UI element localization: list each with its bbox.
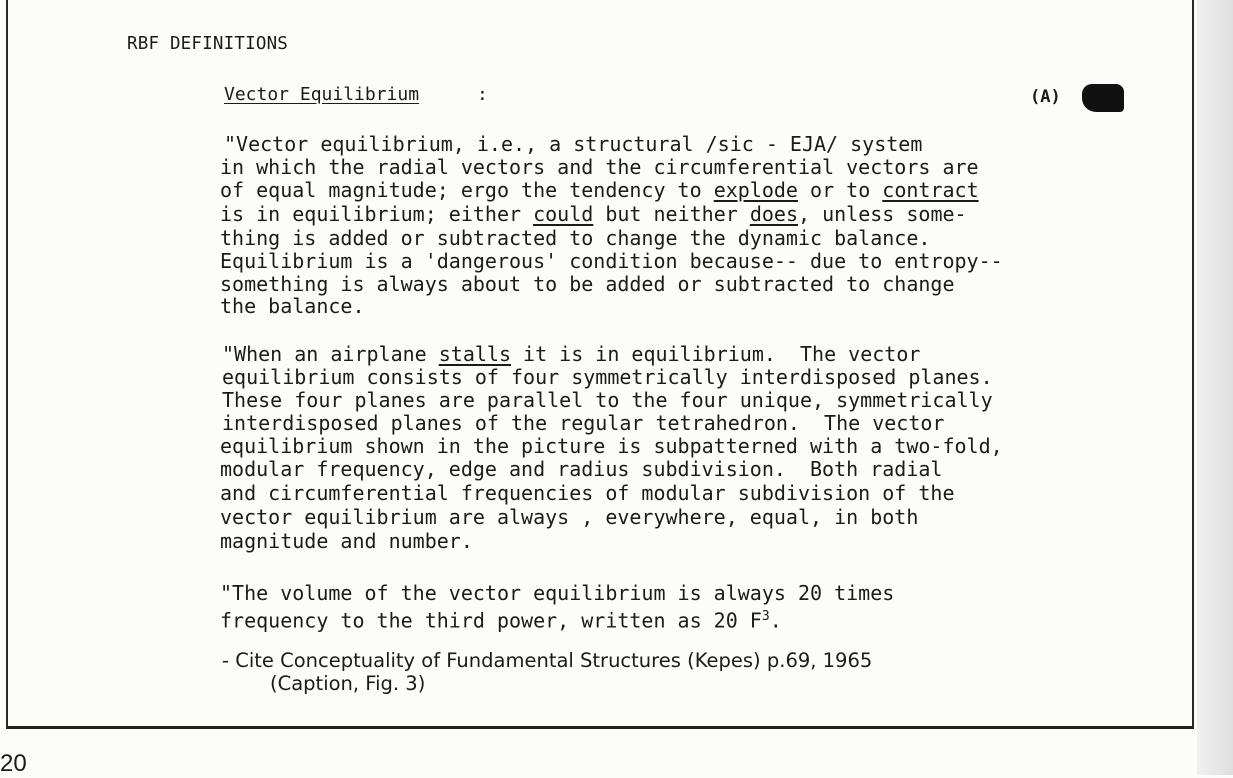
p1-line-5: thing is added or subtracted to change the dynamic balance. [220,226,931,250]
p2-line-2: equilibrium consists of four symmetrically interdisposed planes. [222,365,993,389]
p2-line-1: "When an airplane stalls it is in equilibrium. The vector [222,342,921,366]
entry-marker: (A) [1030,87,1061,107]
p2-line-8: vector equilibrium are always , everywhere, equal, in both [220,505,919,529]
entry-title-colon: : [477,84,488,105]
p2-line-7: and circumferential frequencies of modular subdivision of the [220,481,955,505]
section-heading: RBF DEFINITIONS [127,34,289,54]
p1-line-6: Equilibrium is a 'dangerous' condition because-- due to entropy-- [220,249,1003,273]
ink-blot [1082,84,1124,112]
p1-line-7: something is always about to be added or subtracted to change [220,272,955,296]
citation-line-2: (Caption, Fig. 3) [270,672,426,695]
p1-line-1: "Vector equilibrium, i.e., a structural /sic - EJA/ system [224,132,923,156]
p2-line-5: equilibrium shown in the picture is subpatterned with a two-fold, [220,434,1003,458]
p1-line-2: in which the radial vectors and the circumferential vectors are [220,155,979,179]
p3-line-2: frequency to the third power, written as 20 $F^3$. [220,608,782,633]
sic-note: /sic - EJA/ [705,132,839,156]
p2-line-3: These four planes are parallel to the four unique, symmetrically [222,388,993,412]
p1-line-4: is in equilibrium; either could but neither does, unless some- [220,202,967,226]
scan-edge-shadow [1197,0,1233,775]
p3-line-1: "The volume of the vector equilibrium is always 20 times [220,581,895,605]
p2-line-6: modular frequency, edge and radius subdivision. Both radial [220,457,943,481]
p2-line-9: magnitude and number. [220,529,473,553]
superscript-three: 3 [761,609,770,624]
page-number: 20 [0,750,27,777]
p2-line-4: interdisposed planes of the regular tetrahedron. The vector [222,411,945,435]
p1-line-8: the balance. [220,294,365,318]
p1-line-3: of equal magnitude; ergo the tendency to explode or to contract [220,178,979,202]
citation-line-1: - Cite Conceptuality of Fundamental Structures (Kepes) p.69, 1965 [222,649,873,672]
entry-title: Vector Equilibrium [224,84,420,105]
